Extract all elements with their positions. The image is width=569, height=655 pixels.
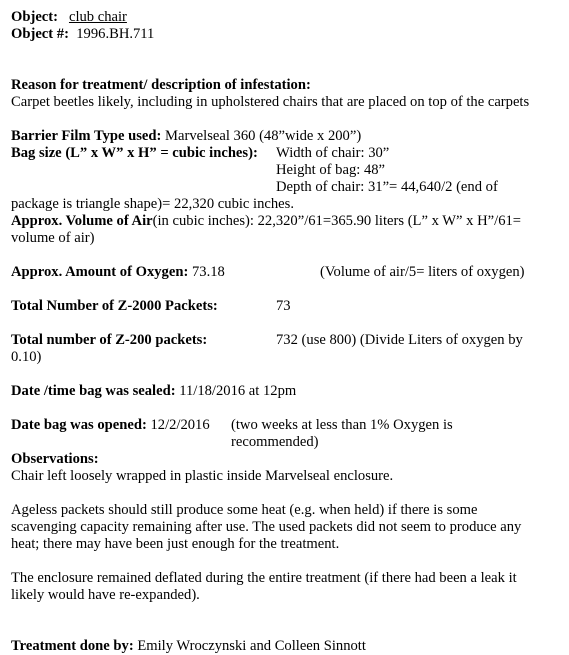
opened-note-1: (two weeks at less than 1% Oxygen is — [231, 417, 453, 433]
oxygen-line — [11, 264, 225, 281]
observations-p3-line1: The enclosure remained deflated during the entire treatment (if there had been a leak it — [11, 570, 517, 586]
treatment-label: Treatment done by: — [11, 638, 134, 654]
sealed-value: 11/18/2016 at 12pm — [179, 383, 297, 399]
reason-label: Reason for treatment/ description of infestation: — [11, 77, 311, 93]
volume-label: Approx. Volume of Air — [11, 213, 153, 229]
bag-depth: Depth of chair: 31”= 44,640/2 (end of — [276, 179, 498, 195]
bag-height: Height of bag: 48” — [276, 162, 386, 178]
z200-value: 732 (use 800) (Divide Liters of oxygen by — [276, 332, 523, 348]
object-number-label: Object #: — [11, 26, 69, 42]
opened-note-2: recommended) — [231, 434, 319, 450]
volume-line-1 — [11, 213, 521, 230]
opened-label: Date bag was opened: — [11, 417, 147, 433]
oxygen-note: (Volume of air/5= liters of oxygen) — [320, 264, 525, 280]
object-number-line — [11, 26, 154, 43]
observations-p3-line2: likely would have re-expanded). — [11, 587, 200, 603]
barrier-value: Marvelseal 360 (48”wide x 200”) — [165, 128, 362, 144]
observations-label: Observations: — [11, 451, 99, 467]
z2000-value: 73 — [276, 298, 291, 314]
treatment-line — [11, 638, 366, 655]
observations-p2-line2: scavenging capacity remaining after use. The used packets did not seem to produce any — [11, 519, 522, 535]
volume-line-2: volume of air) — [11, 230, 95, 246]
barrier-line — [11, 128, 361, 145]
object-number-value: 1996.BH.711 — [76, 26, 155, 42]
opened-line — [11, 417, 210, 434]
bag-continuation: package is triangle shape)= 22,320 cubic inches. — [11, 196, 294, 212]
oxygen-value: 73.18 — [191, 264, 225, 280]
z200-label: Total number of Z-200 packets: — [11, 332, 208, 348]
z200-continuation: 0.10) — [11, 349, 42, 365]
z2000-label: Total Number of Z-2000 Packets: — [11, 298, 218, 314]
reason-text: Carpet beetles likely, including in upholstered chairs that are placed on top of the carpets — [11, 94, 530, 110]
treatment-value: Emily Wroczynski and Colleen Sinnott — [137, 638, 366, 654]
oxygen-label: Approx. Amount of Oxygen: — [11, 264, 189, 280]
observations-p2-line1: Ageless packets should still produce some heat (e.g. when held) if there is some — [11, 502, 478, 518]
observations-p2-line3: heat; there may have been just enough for the treatment. — [11, 536, 340, 552]
sealed-line — [11, 383, 296, 400]
sealed-label: Date /time bag was sealed: — [11, 383, 176, 399]
bag-size-label: Bag size (L” x W” x H” = cubic inches): — [11, 145, 258, 161]
volume-text: (in cubic inches): 22,320”/61=365.90 liters (L” x W” x H”/61= — [152, 213, 522, 229]
object-value: club chair — [68, 9, 127, 25]
object-line — [11, 9, 127, 26]
bag-width: Width of chair: 30” — [276, 145, 390, 161]
barrier-label: Barrier Film Type used: — [11, 128, 162, 144]
observations-p1: Chair left loosely wrapped in plastic inside Marvelseal enclosure. — [11, 468, 394, 484]
object-label: Object: — [11, 9, 59, 25]
opened-value: 12/2/2016 — [150, 417, 210, 433]
